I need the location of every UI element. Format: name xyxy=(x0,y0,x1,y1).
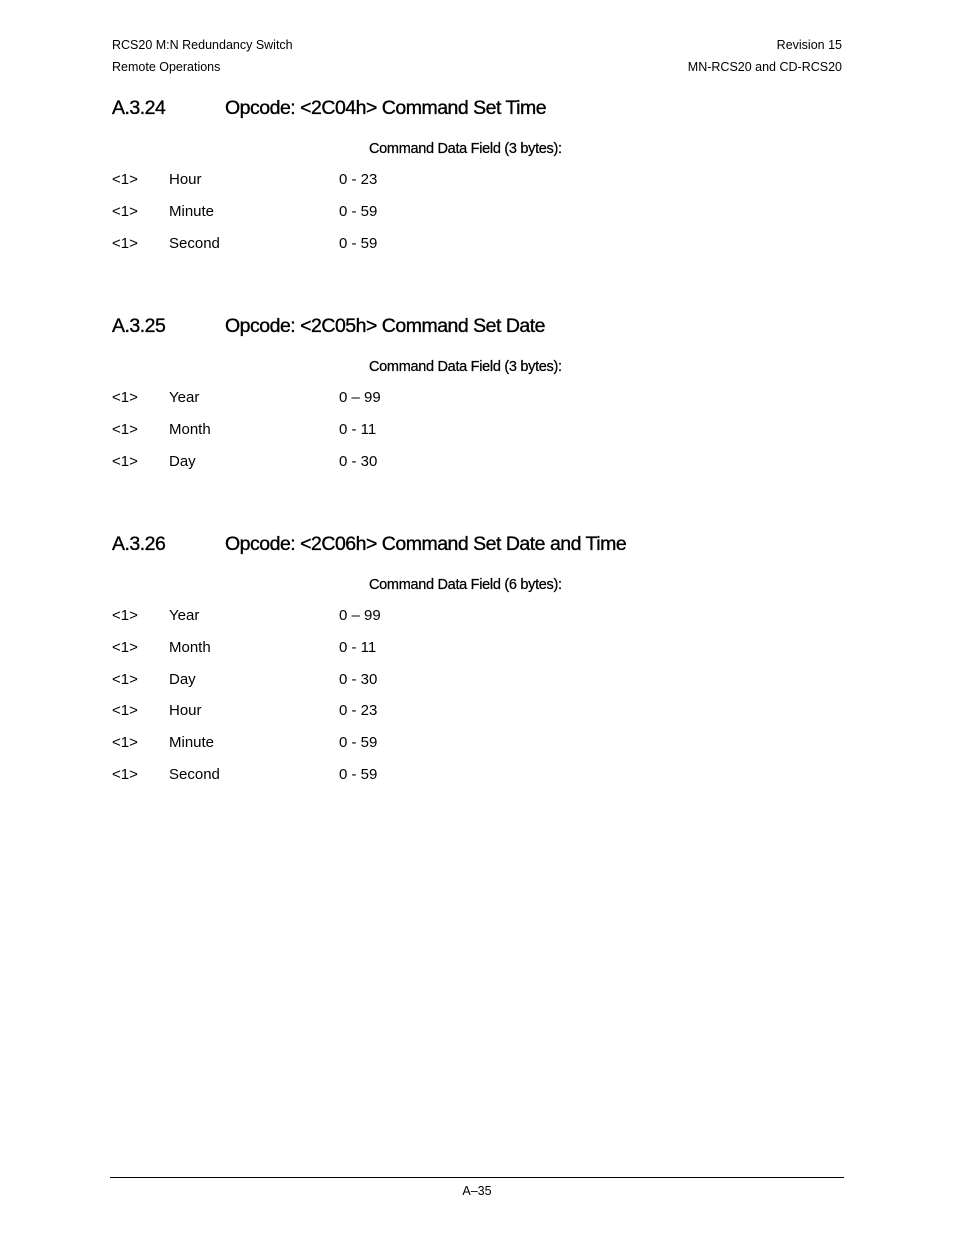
data-field-row xyxy=(112,389,712,421)
field-name: Month xyxy=(169,420,211,438)
command-data-field-label: Command Data Field (3 bytes): xyxy=(369,359,562,375)
byte-count: <1> xyxy=(112,670,138,688)
header-chapter-title: Remote Operations xyxy=(112,60,221,74)
command-data-field-label: Command Data Field (3 bytes): xyxy=(369,141,562,157)
field-range: 0 - 59 xyxy=(339,734,378,752)
data-field-row xyxy=(112,702,712,734)
data-field-row xyxy=(112,639,712,671)
field-name: Month xyxy=(169,638,211,656)
byte-count: <1> xyxy=(112,765,138,783)
field-name: Minute xyxy=(169,202,215,220)
field-name: Minute xyxy=(169,734,215,752)
byte-count: <1> xyxy=(112,234,138,252)
byte-count: <1> xyxy=(112,607,138,624)
section-number: A.3.24 xyxy=(112,97,166,119)
section-number: A.3.26 xyxy=(112,533,166,555)
footer-divider xyxy=(110,1177,844,1178)
field-range: 0 - 59 xyxy=(339,765,378,783)
data-field-row xyxy=(112,421,712,453)
byte-count: <1> xyxy=(112,638,138,656)
header-doc-number: MN-RCS20 and CD-RCS20 xyxy=(687,60,842,74)
field-range: 0 - 23 xyxy=(339,171,378,188)
data-field-row xyxy=(112,453,712,485)
field-name: Hour xyxy=(169,171,202,188)
section-title: Opcode: <2C04h> Command Set Time xyxy=(225,97,547,119)
field-range: 0 - 30 xyxy=(339,670,378,688)
data-field-row xyxy=(112,171,712,203)
page-number: A–35 xyxy=(462,1184,492,1198)
field-range: 0 - 30 xyxy=(339,452,378,470)
field-name: Year xyxy=(169,389,200,406)
field-name: Year xyxy=(169,607,200,624)
header-revision: Revision 15 xyxy=(776,38,842,52)
command-data-field-label: Command Data Field (6 bytes): xyxy=(369,577,562,593)
byte-count: <1> xyxy=(112,702,138,720)
field-name: Hour xyxy=(169,702,202,720)
section-number: A.3.25 xyxy=(112,315,166,337)
field-name: Day xyxy=(169,452,196,470)
field-range: 0 - 59 xyxy=(339,202,378,220)
field-name: Day xyxy=(169,670,196,688)
data-field-row xyxy=(112,766,712,798)
byte-count: <1> xyxy=(112,734,138,752)
field-name: Second xyxy=(169,765,220,783)
field-range: 0 – 99 xyxy=(339,607,381,624)
byte-count: <1> xyxy=(112,452,138,470)
data-field-row xyxy=(112,671,712,703)
section-title: Opcode: <2C06h> Command Set Date and Time xyxy=(225,533,627,555)
data-field-list xyxy=(112,171,712,266)
data-field-row xyxy=(112,203,712,235)
header-doc-title: RCS20 M:N Redundancy Switch xyxy=(112,38,293,52)
field-range: 0 - 11 xyxy=(339,420,377,438)
field-range: 0 - 11 xyxy=(339,638,377,656)
data-field-row xyxy=(112,607,712,639)
field-name: Second xyxy=(169,234,220,252)
data-field-row xyxy=(112,235,712,267)
byte-count: <1> xyxy=(112,389,138,406)
field-range: 0 - 23 xyxy=(339,702,378,720)
data-field-list xyxy=(112,389,712,484)
section-title: Opcode: <2C05h> Command Set Date xyxy=(225,315,546,337)
field-range: 0 - 59 xyxy=(339,234,378,252)
byte-count: <1> xyxy=(112,171,138,188)
data-field-list xyxy=(112,607,712,798)
byte-count: <1> xyxy=(112,420,138,438)
field-range: 0 – 99 xyxy=(339,389,381,406)
byte-count: <1> xyxy=(112,202,138,220)
data-field-row xyxy=(112,734,712,766)
